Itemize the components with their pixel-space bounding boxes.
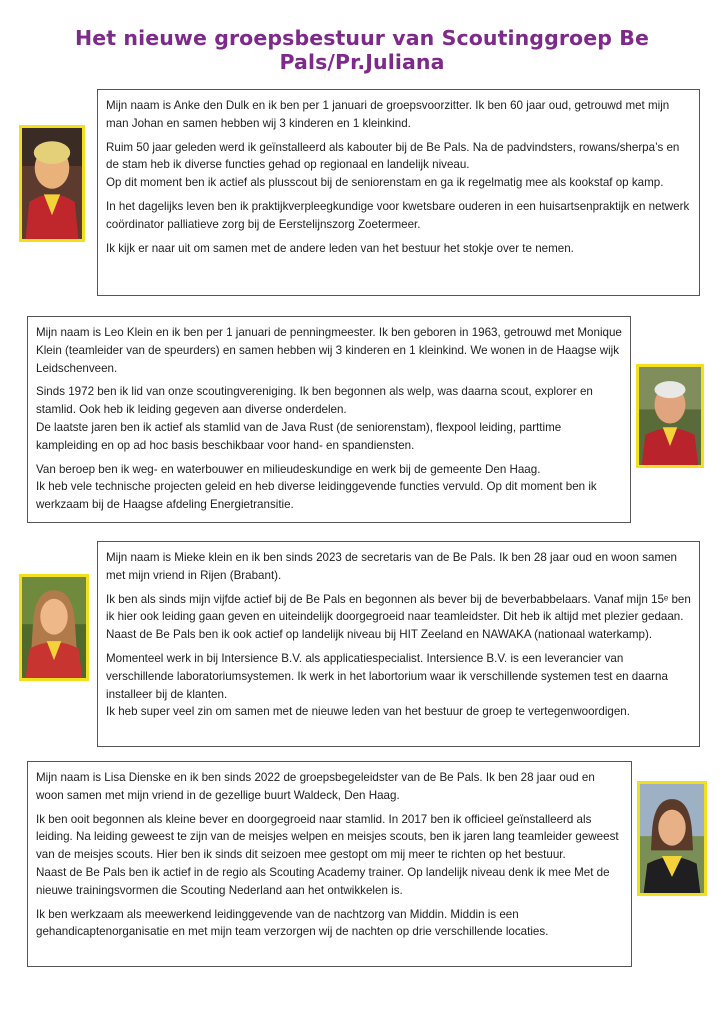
- bio-paragraph: Mijn naam is Mieke klein en ik ben sinds 2023 de secretaris van de Be Pals. Ik ben 28 jaar oud en woon samen met mijn vriend in Rijen (Brabant).: [106, 551, 677, 582]
- portrait-lisa-icon: [640, 784, 704, 893]
- portrait-photo: [19, 574, 89, 681]
- bio-paragraph: Van beroep ben ik weg- en waterbouwer en milieudeskundige en werk bij de gemeente Den Haag. Ik heb vele technische projecten geleid en heb diverse leidinggevende functies vervuld. Op dit moment ben ik werkzaam bij de Haagse afdeling Energietransitie.: [36, 462, 597, 512]
- bio-card-anke: [97, 89, 700, 296]
- portrait-anke-icon: [22, 128, 82, 239]
- bio-paragraph: Ik ben ooit begonnen als kleine bever en doorgegroeid naar stamlid. In 2017 ben ik officieel geïnstalleerd als leiding. Na leiding geweest te zijn van de meisjes welpen en meisjes scouts, ben ik jaren lang teamleider geweest van de meisjes scouts. Hier ben ik sinds dit seizoen mee gestopt om mij meer te richten op het bestuur. Naast de Be Pals ben ik actief in de regio als Scouting Academy trainer. Op landelijk niveau denk ik mee Met de nieuwe trainingsvormen die Scouting Nederland aan het ontwikkelen is.: [36, 812, 619, 897]
- bio-paragraph: Sinds 1972 ben ik lid van onze scoutingvereniging. Ik ben begonnen als welp, was daarna scout, explorer en stamlid. Ook heb ik leiding gegeven aan diverse onderdelen. De laatste jaren ben ik actief als stamlid van de Java Rust (de seniorenstam), flexpool leiding, parttime kampleiding en op ad hoc basis beschikbaar voor hand- en spandiensten.: [36, 385, 593, 452]
- bio-paragraph: Mijn naam is Anke den Dulk en ik ben per 1 januari de groepsvoorzitter. Ik ben 60 jaar oud, getrouwd met mijn man Johan en samen hebben wij 3 kinderen en 1 kleinkind.: [106, 99, 670, 130]
- portrait-photo: [636, 364, 704, 468]
- page-title: Het nieuwe groepsbestuur van Scoutinggroep Be Pals/Pr.Juliana: [75, 26, 649, 74]
- portrait-photo: [637, 781, 707, 896]
- portrait-mieke-icon: [22, 577, 86, 678]
- bio-paragraph: Ik ben als sinds mijn vijfde actief bij de Be Pals en begonnen als bever bij de beverbabbelaars. Vanaf mijn 15ᵉ ben ik hier ook leiding gaan geven en uiteindelijk doorgegroeid naar teamleidster. Dit heb ik altijd met plezier gedaan. Naast de Be Pals ben ik ook actief op landelijk niveau bij HIT Zeeland en NAWAKA (nationaal waterkamp).: [106, 592, 691, 642]
- bio-paragraph: Mijn naam is Leo Klein en ik ben per 1 januari de penningmeester. Ik ben geboren in 1963, getrouwd met Monique Klein (teamleider van de speurders) en samen hebben wij 3 kinderen en 1 kleinkind. We wonen in de Haagse wijk Leidschenveen.: [36, 326, 622, 375]
- portrait-photo: [19, 125, 85, 242]
- bio-card-lisa: [27, 761, 632, 967]
- bio-paragraph: Mijn naam is Lisa Dienske en ik ben sinds 2022 de groepsbegeleidster van de Be Pals. Ik ben 28 jaar oud en woon samen met mijn vriend in de gezellige buurt Waldeck, Den Haag.: [36, 771, 595, 802]
- bio-paragraph: Ruim 50 jaar geleden werd ik geïnstalleerd als kabouter bij de Be Pals. Na de padvindsters, rowans/sherpa’s en de stam heb ik diverse functies gehad op regionaal en landelijk niveau. Op dit moment ben ik actief als plusscout bij de seniorenstam en ga ik regelmatig mee als kookstaf op kamp.: [106, 140, 680, 190]
- bio-paragraph: Ik kijk er naar uit om samen met de andere leden van het bestuur het stokje over te nemen.: [106, 241, 574, 255]
- bio-card-mieke: [97, 541, 700, 747]
- bio-card-leo: [27, 316, 631, 523]
- bio-paragraph: Ik ben werkzaam als meewerkend leidinggevende van de nachtzorg van Middin. Middin is een gehandicaptenorganisatie en met mijn team verzorgen wij de nachten op drie verschillende locaties.: [36, 907, 549, 939]
- bio-paragraph: Momenteel werk in bij Intersience B.V. als applicatiespecialist. Intersience B.V. is een leverancier van verschillende laboratoriumsystemen. Ik werk in het labortorium waar ik verschillende systemen test en daarna installeer bij de klanten. Ik heb super veel zin om samen met de nieuwe leden van het bestuur de groep te vertegenwoordigen.: [106, 651, 668, 719]
- portrait-leo-icon: [639, 367, 701, 465]
- bio-paragraph: In het dagelijks leven ben ik praktijkverpleegkundige voor kwetsbare ouderen in een huisartsenpraktijk en netwerk coördinator palliatieve zorg bij de Eerstelijnszorg Zoetermeer.: [106, 199, 690, 231]
